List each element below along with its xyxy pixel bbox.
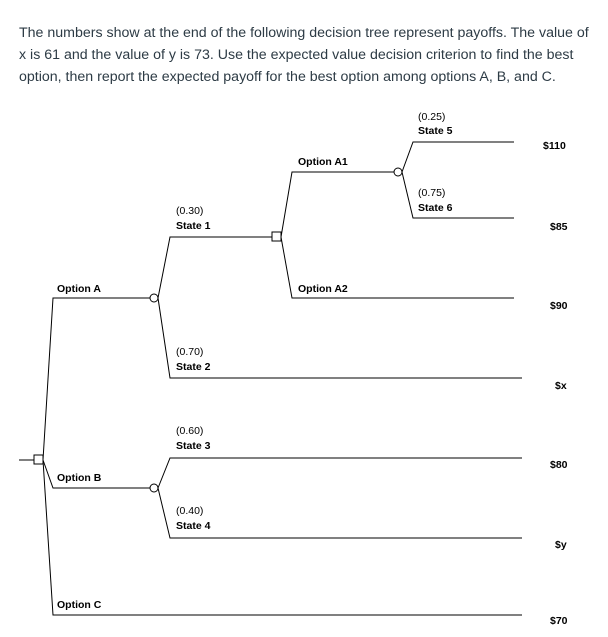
payoff-y: $y	[555, 539, 567, 551]
branch-option-a1	[281, 172, 394, 237]
label-state-6: State 6	[418, 202, 453, 214]
branch-option-a	[43, 298, 150, 460]
branch-state-4	[158, 488, 522, 538]
payoff-85: $85	[550, 221, 568, 233]
payoff-90: $90	[550, 300, 568, 312]
prob-state-1: (0.30)	[176, 205, 204, 217]
payoff-70: $70	[550, 615, 568, 627]
label-option-a: Option A	[57, 283, 101, 295]
prob-state-6: (0.75)	[418, 187, 446, 199]
label-state-3: State 3	[176, 440, 211, 452]
prob-state-3: (0.60)	[176, 425, 204, 437]
label-option-c: Option C	[57, 599, 102, 611]
label-state-1: State 1	[176, 220, 211, 232]
question-text: The numbers show at the end of the following decision tree represent payoffs. The value of x is 61 and the value of y is 73. Use the expected value decision criterion to find the best option, then report the expected payoff for the best option among options A, B, and C.	[19, 25, 589, 85]
label-option-a1: Option A1	[298, 156, 348, 168]
prob-state-4: (0.40)	[176, 505, 204, 517]
label-state-5: State 5	[418, 125, 453, 137]
payoff-x: $x	[555, 380, 567, 392]
branch-state-3	[158, 458, 522, 488]
prob-state-5: (0.25)	[418, 111, 446, 123]
branch-state-5	[402, 142, 514, 172]
chance-node-b	[150, 484, 158, 492]
branch-state-1	[158, 237, 272, 298]
label-state-4: State 4	[176, 520, 211, 532]
decision-node-a	[272, 232, 281, 241]
chance-node-a1	[394, 168, 402, 176]
chance-node-a	[150, 294, 158, 302]
root-decision-node	[34, 455, 43, 464]
label-option-b: Option B	[57, 472, 102, 484]
prob-state-2: (0.70)	[176, 346, 204, 358]
branch-state-2	[158, 298, 522, 378]
label-state-2: State 2	[176, 361, 211, 373]
payoff-110: $110	[543, 140, 566, 152]
label-option-a2: Option A2	[298, 283, 348, 295]
payoff-80: $80	[550, 459, 568, 471]
